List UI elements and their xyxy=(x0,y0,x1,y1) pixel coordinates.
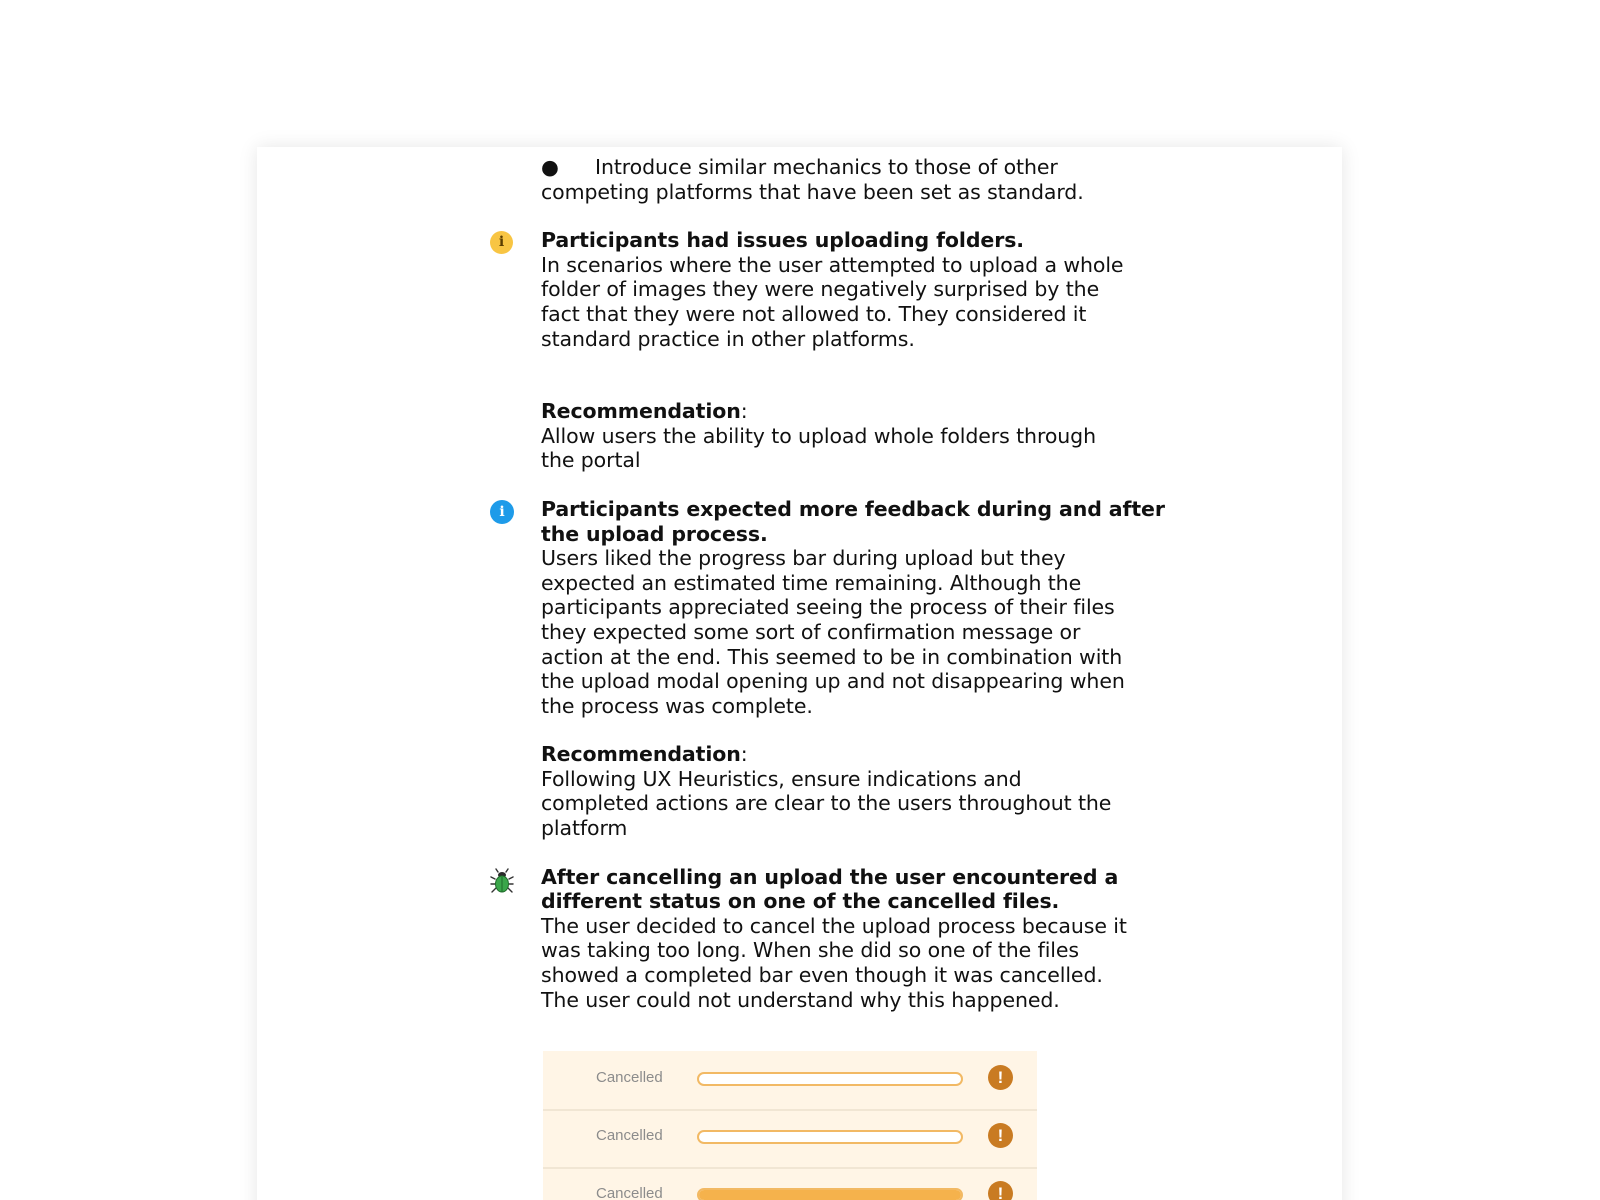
finding-body-line: was taking too long. When she did so one of the files xyxy=(541,938,1079,963)
finding-cancel-bug xyxy=(541,864,1127,1013)
finding-body-line: folder of images they were negatively surprised by the xyxy=(541,277,1100,302)
upload-progress-bar xyxy=(697,1130,963,1144)
upload-status-label: Cancelled xyxy=(596,1069,663,1086)
finding-body-line: participants appreciated seeing the process of their files xyxy=(541,595,1115,620)
finding-body-line: fact that they were not allowed to. They considered it xyxy=(541,301,1087,326)
finding-folders xyxy=(498,228,1124,351)
upload-progress-bar xyxy=(697,1188,963,1200)
recommendation-colon: : xyxy=(740,742,748,767)
recommendation-heading xyxy=(541,742,1121,767)
recommendation-label: Recommendation xyxy=(541,742,741,767)
bullet-line-1 xyxy=(541,155,1121,180)
recommendation-body-line: the portal xyxy=(541,448,641,473)
recommendation-body-line: completed actions are clear to the users throughout the xyxy=(541,791,1112,816)
warning-icon: ! xyxy=(988,1065,1013,1090)
finding-title-line: Participants expected more feedback during and after xyxy=(541,496,1165,521)
finding-title-line: different status on one of the cancelled files. xyxy=(541,889,1060,914)
finding-body-line: they expected some sort of confirmation message or xyxy=(541,619,1081,644)
upload-row xyxy=(543,1109,1037,1169)
upload-progress-fill xyxy=(699,1190,961,1200)
upload-status-screenshot xyxy=(543,1051,1037,1200)
upload-status-label: Cancelled xyxy=(596,1185,663,1200)
finding-feedback xyxy=(499,496,1165,718)
finding-body-line: the upload modal opening up and not disappearing when xyxy=(541,669,1125,694)
recommendation-body-line: platform xyxy=(541,816,628,841)
info-yellow-icon: i xyxy=(490,231,513,254)
warning-icon: ! xyxy=(988,1123,1013,1148)
finding-body-line: the process was complete. xyxy=(541,693,813,718)
bullet-item xyxy=(541,155,1121,204)
finding-body-line: Users liked the progress bar during upload but they xyxy=(541,546,1066,571)
finding-title: Participants had issues uploading folders. xyxy=(541,228,1024,253)
info-blue-icon: i xyxy=(490,500,514,524)
finding-title-line: After cancelling an upload the user encountered a xyxy=(541,864,1119,889)
recommendation-colon: : xyxy=(740,399,748,424)
finding-body-line: The user could not understand why this happened. xyxy=(541,987,1060,1012)
bullet-text-1: Introduce similar mechanics to those of other xyxy=(595,155,1058,179)
upload-row xyxy=(543,1051,1037,1111)
finding-body-line: expected an estimated time remaining. Although the xyxy=(541,570,1082,595)
upload-status-label: Cancelled xyxy=(596,1127,663,1144)
finding-body-line: action at the end. This seemed to be in combination with xyxy=(541,644,1123,669)
recommendation-heading xyxy=(541,399,1121,424)
page-content xyxy=(498,155,1165,1012)
finding-body-line: In scenarios where the user attempted to upload a whole xyxy=(541,252,1124,277)
bullet-text-2: competing platforms that have been set as standard. xyxy=(541,179,1084,204)
recommendation-body-line: Following UX Heuristics, ensure indications and xyxy=(541,766,1022,791)
finding-title-line: the upload process. xyxy=(541,521,768,546)
recommendation-feedback xyxy=(541,742,1121,840)
document-page xyxy=(257,147,1342,1200)
finding-body-line: showed a completed bar even though it was cancelled. xyxy=(541,963,1103,988)
upload-row xyxy=(543,1167,1037,1200)
bullet-symbol: ● xyxy=(541,155,559,179)
finding-body-line: standard practice in other platforms. xyxy=(541,326,915,351)
warning-icon: ! xyxy=(988,1181,1013,1200)
recommendation-folders xyxy=(541,399,1121,473)
recommendation-label: Recommendation xyxy=(541,399,741,424)
bug-icon xyxy=(490,869,514,893)
upload-progress-bar xyxy=(697,1072,963,1086)
recommendation-body-line: Allow users the ability to upload whole folders through xyxy=(541,423,1096,448)
finding-body-line: The user decided to cancel the upload process because it xyxy=(541,913,1127,938)
